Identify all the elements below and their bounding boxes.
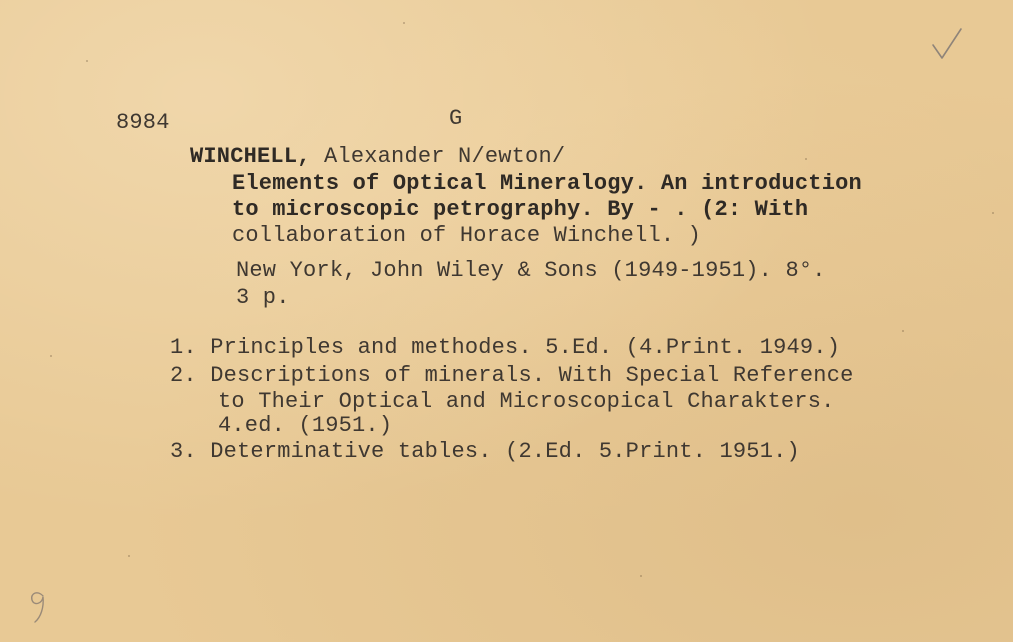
pagination: 3 p. (236, 285, 290, 310)
paper-speck (403, 22, 405, 24)
contents-item: 4.ed. (1951.) (218, 413, 393, 438)
contents-item: 1. Principles and methodes. 5.Ed. (4.Print. 1949.) (170, 335, 841, 360)
pencil-nine-icon (26, 585, 50, 625)
paper-speck (902, 330, 904, 332)
class-letter: G (449, 106, 463, 131)
title-line: to microscopic petrography. By - . (2: With (232, 197, 809, 222)
contents-item: 2. Descriptions of minerals. With Special Reference (170, 363, 854, 388)
contents-item: to Their Optical and Microscopical Charakters. (218, 389, 835, 414)
paper-speck (640, 575, 642, 577)
check-mark-icon (930, 26, 964, 62)
paper-speck (992, 212, 994, 214)
paper-speck (128, 555, 130, 557)
author-heading (190, 144, 565, 170)
title-line: Elements of Optical Mineralogy. An introduction (232, 171, 862, 196)
imprint: New York, John Wiley & Sons (1949-1951). 8°. (236, 258, 826, 283)
paper-speck (805, 158, 807, 160)
contents-item: 3. Determinative tables. (2.Ed. 5.Print. 1951.) (170, 439, 800, 464)
paper-speck (50, 355, 52, 357)
author-given-name: Alexander N/ewton/ (310, 144, 566, 169)
author-surname: WINCHELL, (190, 144, 311, 169)
title-line: collaboration of Horace Winchell. ) (232, 223, 702, 248)
accession-number: 8984 (116, 110, 170, 135)
paper-speck (86, 60, 88, 62)
